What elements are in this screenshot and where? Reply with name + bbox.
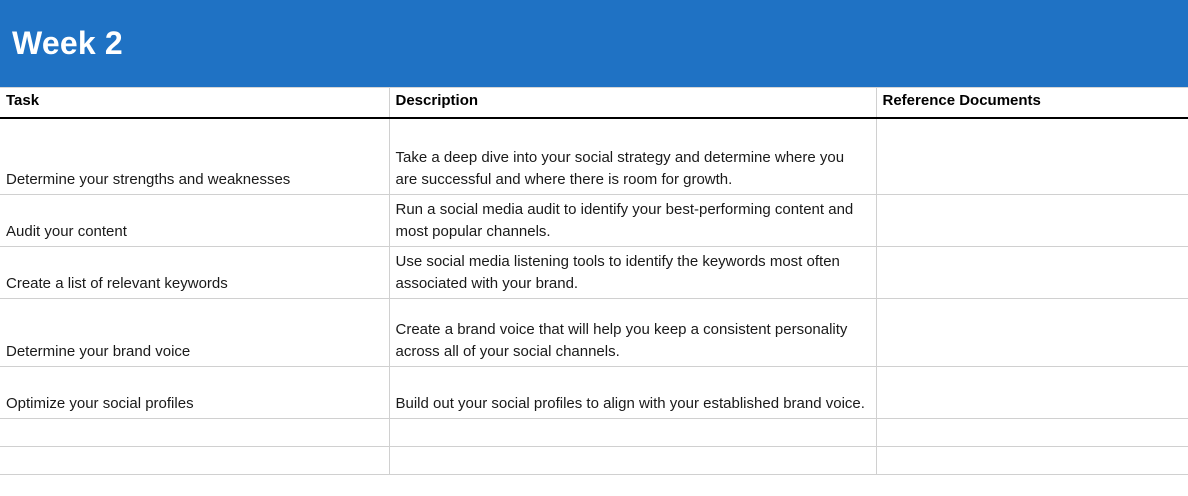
column-header-reference: Reference Documents bbox=[876, 88, 1188, 118]
cell-description[interactable]: Use social media listening tools to identify the keywords most often associated with your brand. bbox=[389, 246, 876, 298]
cell-reference[interactable] bbox=[876, 366, 1188, 418]
table-row[interactable] bbox=[0, 194, 1188, 246]
column-header-task: Task bbox=[0, 88, 389, 118]
cell-reference[interactable] bbox=[876, 118, 1188, 194]
cell-description[interactable]: Run a social media audit to identify your best-performing content and most popular channels. bbox=[389, 194, 876, 246]
cell-reference[interactable] bbox=[876, 446, 1188, 474]
column-header-description: Description bbox=[389, 88, 876, 118]
table-row[interactable] bbox=[0, 366, 1188, 418]
cell-task[interactable]: Determine your brand voice bbox=[0, 298, 389, 366]
cell-reference[interactable] bbox=[876, 246, 1188, 298]
table-row[interactable] bbox=[0, 446, 1188, 474]
table-row[interactable] bbox=[0, 246, 1188, 298]
cell-description[interactable]: Build out your social profiles to align with your established brand voice. bbox=[389, 366, 876, 418]
cell-reference[interactable] bbox=[876, 194, 1188, 246]
cell-task[interactable]: Audit your content bbox=[0, 194, 389, 246]
cell-description[interactable]: Create a brand voice that will help you keep a consistent personality across all of your social channels. bbox=[389, 298, 876, 366]
cell-description[interactable] bbox=[389, 446, 876, 474]
cell-description[interactable] bbox=[389, 418, 876, 446]
cell-description[interactable]: Take a deep dive into your social strategy and determine where you are successful and where there is room for growth. bbox=[389, 118, 876, 194]
cell-task[interactable] bbox=[0, 418, 389, 446]
table-row[interactable] bbox=[0, 118, 1188, 194]
table-row[interactable] bbox=[0, 418, 1188, 446]
table-header-row bbox=[0, 88, 1188, 118]
cell-task[interactable]: Determine your strengths and weaknesses bbox=[0, 118, 389, 194]
table-row[interactable] bbox=[0, 298, 1188, 366]
cell-task[interactable]: Create a list of relevant keywords bbox=[0, 246, 389, 298]
task-table bbox=[0, 88, 1188, 475]
cell-reference[interactable] bbox=[876, 418, 1188, 446]
cell-task[interactable] bbox=[0, 446, 389, 474]
page-title: Week 2 bbox=[12, 25, 123, 61]
title-banner bbox=[0, 0, 1188, 88]
cell-task[interactable]: Optimize your social profiles bbox=[0, 366, 389, 418]
cell-reference[interactable] bbox=[876, 298, 1188, 366]
